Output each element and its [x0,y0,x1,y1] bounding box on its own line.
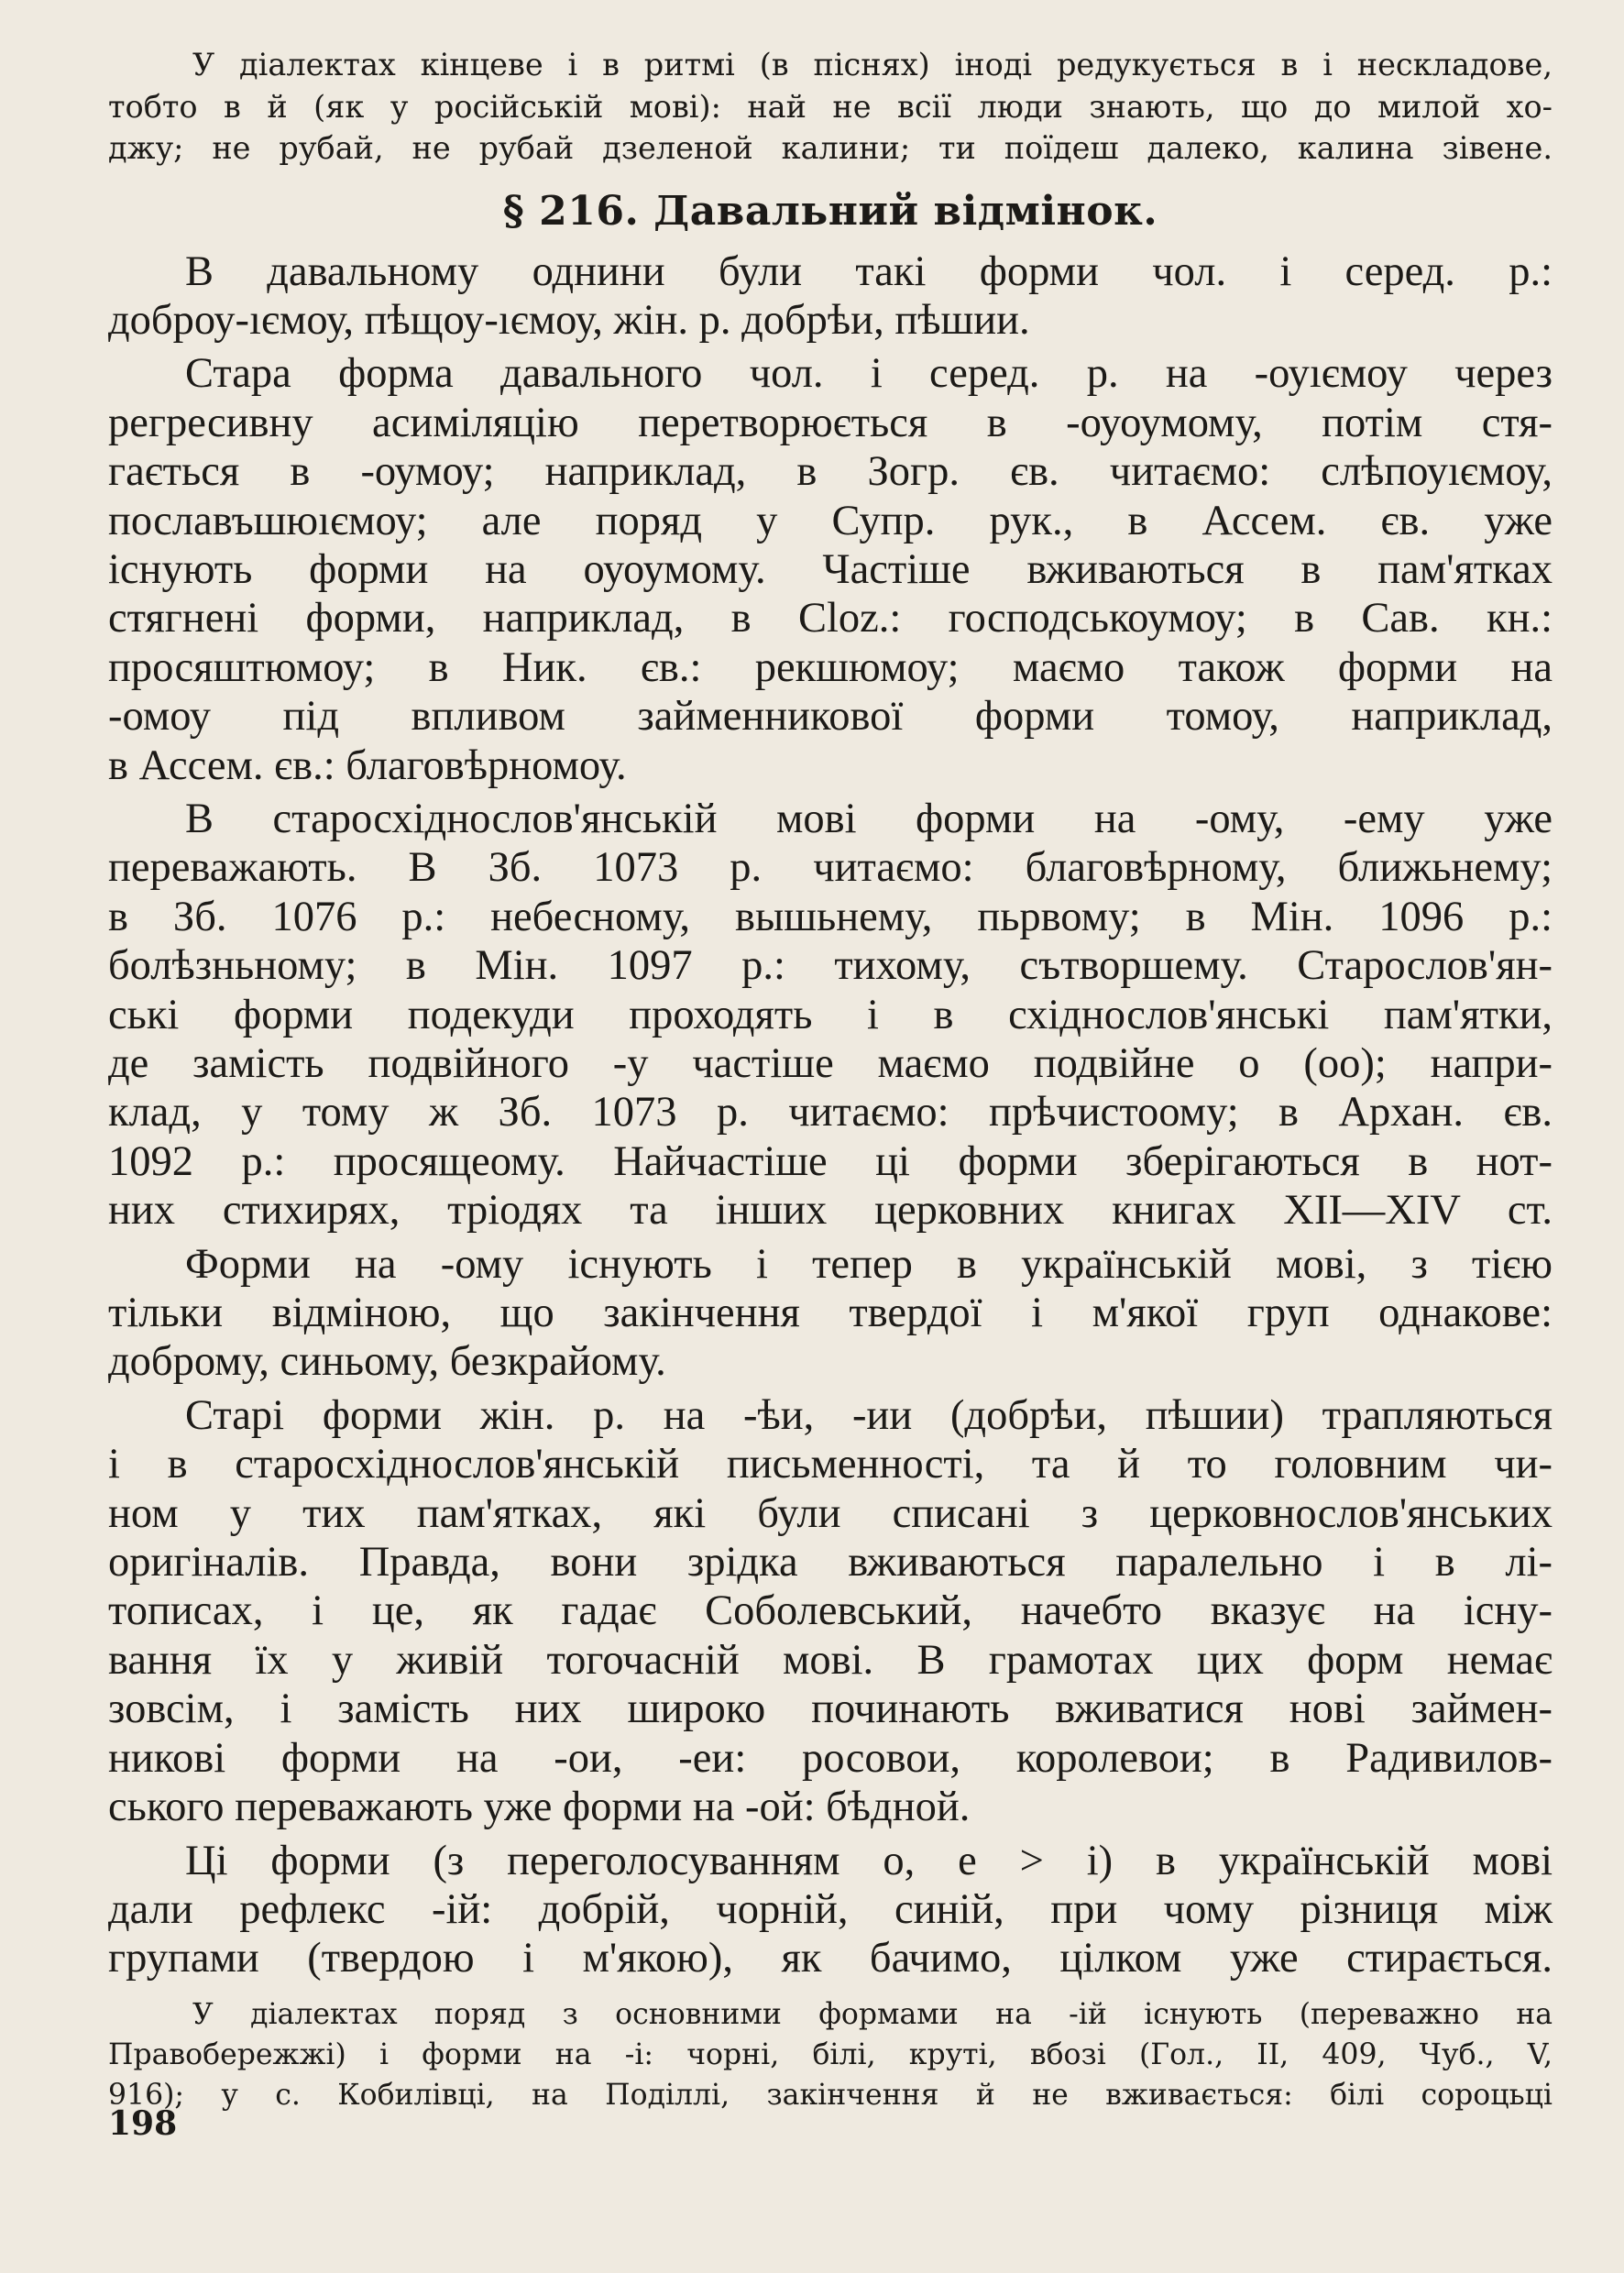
text-line: в Зб. 1076 р.: небесному, вышьнему, пьрвому; в Мін. 1096 р.: [108,893,1553,940]
section-heading: § 216. Давальний відмінок. [502,187,1158,235]
text-line: В давальному однини були такі форми чол. і серед. р.: [185,247,1553,295]
bottom-footnote [108,1994,1553,2115]
paragraph-2 [108,349,1553,790]
text-line: Стара форма давального чол. і серед. р. на -оуıємоу через [185,350,1553,398]
text-line: тобто в й (як у російській мові): най не всії люди знають, що до милой хо- [108,88,1553,125]
text-line: зовсім, і замість них широко починають вживатися нові займен- [108,1686,1553,1733]
text-line: доброму, синьому, безкрайому. [108,1338,666,1386]
text-line: 916); у с. Кобилівці, на Поділлі, закінчення й не вживається: білі сороцьці [108,2078,1553,2112]
page-content [108,44,1553,2115]
text-line: існують форми на оуоумому. Частіше вживаються в пам'ятках [108,545,1553,593]
text-line: Старі форми жін. р. на -ѣи, -ии (добрѣи, пѣшии) трапляються [185,1391,1553,1439]
text-line: вання їх у живій тогочасній мові. В грамотах цих форм немає [108,1636,1553,1684]
text-line: ські форми подекуди проходять і в східнослов'янські пам'ятки, [108,991,1553,1038]
text-line: стягнені форми, наприклад, в Cloz.: господськоумоу; в Сав. кн.: [108,595,1553,642]
top-footnote [108,44,1553,170]
text-line: В старосхіднослов'янській мові форми на -ому, -ему уже [185,795,1553,842]
text-line: доброу-ıємоу, пѣщоу-ıємоу, жін. р. добрѣи, пѣшии. [108,296,1030,344]
text-line: тільки відміною, що закінчення твердої і м'якої груп однакове: [108,1290,1553,1337]
paragraph-6 [108,1837,1553,1983]
text-line: Форми на -ому існують і тепер в українській мові, з тією [185,1240,1553,1288]
text-line: клад, у тому ж Зб. 1073 р. читаємо: прѣчистоому; в Архан. єв. [108,1089,1553,1136]
text-line: дали рефлекс -ій: добрій, чорній, синій, при чому різниця між [108,1885,1553,1933]
text-line: болѣзньному; в Мін. 1097 р.: тихому, сътворшему. Старослов'ян- [108,942,1553,990]
paragraph-5 [108,1391,1553,1832]
text-line: никові форми на -ои, -еи: росовои, королевои; в Радивилов- [108,1734,1553,1782]
text-line: де замість подвійного -у частіше маємо подвійне о (оо); напри- [108,1040,1553,1087]
text-line: У діалектах поряд з основними формами на -ій існують (переважно на [192,1997,1553,2031]
text-line: ського переважають уже форми на -ой: бѣдной. [108,1784,971,1831]
text-line: 1092 р.: просящеому. Найчастіше ці форми зберігаються в нот- [108,1137,1553,1185]
text-line: і в старосхіднослов'янській письменності, та й то головним чи- [108,1441,1553,1488]
text-line: Правобережжі) і форми на -і: чорні, білі, круті, вбозі (Гол., II, 409, Чуб., V, [108,2037,1553,2071]
text-line: джу; не рубай, не рубай дзеленой калини; ти поїдеш далеко, калина зівене. [108,130,1553,166]
text-line: -омоу під впливом займенникової форми томоу, наприклад, [108,693,1553,741]
paragraph-4 [108,1240,1553,1387]
text-line: гається в -оумоу; наприклад, в Зогр. єв. читаємо: слѣпоуıємоу, [108,448,1553,496]
text-line: ном у тих пам'ятках, які були списані з церковнослов'янських [108,1489,1553,1537]
text-line: просяштюмоу; в Ник. єв.: рекшюмоу; маємо також форми на [108,643,1553,691]
text-line: переважають. В Зб. 1073 р. читаємо: благовѣрному, ближьнему; [108,844,1553,892]
text-line: Ці форми (з переголосуванням о, е > і) в українській мові [185,1837,1553,1884]
text-line: тописах, і це, як гадає Соболевський, начебто вказує на існу- [108,1587,1553,1635]
paragraph-3 [108,795,1553,1235]
text-line: У діалектах кінцеве і в ритмі (в піснях) іноді редукується в і нескладове, [192,47,1553,82]
text-line: регресивну асиміляцію перетворюється в -оуоумому, потім стя- [108,399,1553,446]
text-line: в Ассем. єв.: благовѣрномоу. [108,741,627,789]
page-number: 198 [108,2104,178,2143]
text-line: групами (твердою і м'якою), як бачимо, цілком уже стирається. [108,1935,1553,1982]
paragraph-1 [108,247,1553,346]
text-line: пославъшюıємоу; але поряд у Супр. рук., в Ассем. єв. уже [108,497,1553,544]
text-line: них стихирях, тріодях та інших церковних книгах XII—XIV ст. [108,1187,1553,1235]
text-line: оригіналів. Правда, вони зрідка вживаються паралельно і в лі- [108,1539,1553,1587]
